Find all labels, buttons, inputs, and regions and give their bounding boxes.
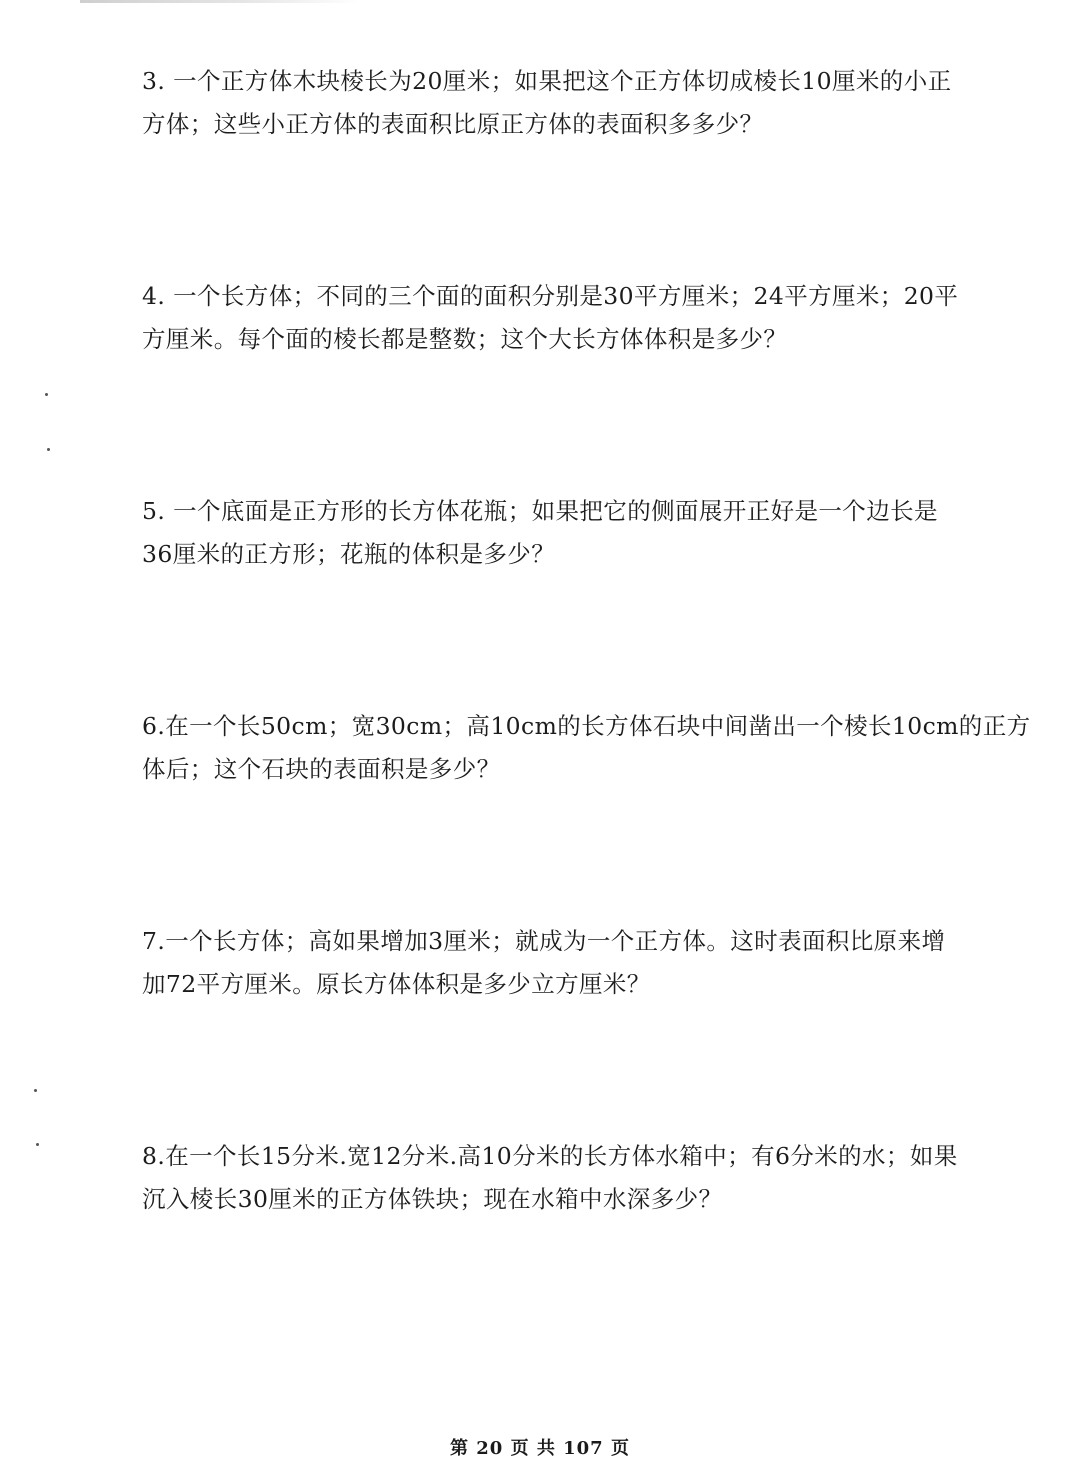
- question-4-line-2: 方厘米。每个面的棱长都是整数；这个大长方体体积是多少？: [142, 325, 788, 353]
- question-7-line-1: 7.一个长方体；高如果增加3厘米；就成为一个正方体。这时表面积比原来增: [142, 927, 946, 955]
- scan-speck: [34, 1089, 37, 1092]
- question-7: [142, 920, 1002, 1006]
- question-8-line-1: 8.在一个长15分米.宽12分米.高10分米的长方体水箱中；有6分米的水；如果: [142, 1142, 958, 1170]
- question-6: [142, 705, 1031, 791]
- scan-edge-mark: [80, 0, 360, 3]
- question-3-line-2: 方体；这些小正方体的表面积比原正方体的表面积多多少？: [142, 110, 764, 138]
- page-number-footer: 第 20 页 共 107 页: [450, 1438, 630, 1459]
- question-3: [142, 60, 1002, 146]
- question-4: [142, 275, 1002, 361]
- question-5: [142, 490, 1002, 576]
- question-5-line-1: 5. 一个底面是正方形的长方体花瓶；如果把它的侧面展开正好是一个边长是: [142, 497, 938, 525]
- scan-speck: [45, 393, 48, 396]
- question-3-line-1: 3. 一个正方体木块棱长为20厘米；如果把这个正方体切成棱长10厘米的小正: [142, 67, 952, 95]
- scan-speck: [36, 1143, 39, 1146]
- question-5-line-2: 36厘米的正方形；花瓶的体积是多少？: [142, 540, 556, 568]
- question-6-line-2: 体后；这个石块的表面积是多少？: [142, 755, 501, 783]
- question-7-line-2: 加72平方厘米。原长方体体积是多少立方厘米？: [142, 970, 651, 998]
- question-8-line-2: 沉入棱长30厘米的正方体铁块；现在水箱中水深多少？: [142, 1185, 723, 1213]
- scan-speck: [47, 448, 50, 451]
- question-8: [142, 1135, 1002, 1221]
- question-4-line-1: 4. 一个长方体；不同的三个面的面积分别是30平方厘米；24平方厘米；20平: [142, 282, 959, 310]
- question-6-line-1: 6.在一个长50cm；宽30cm；高10cm的长方体石块中间凿出一个棱长10cm的正方: [142, 712, 1031, 740]
